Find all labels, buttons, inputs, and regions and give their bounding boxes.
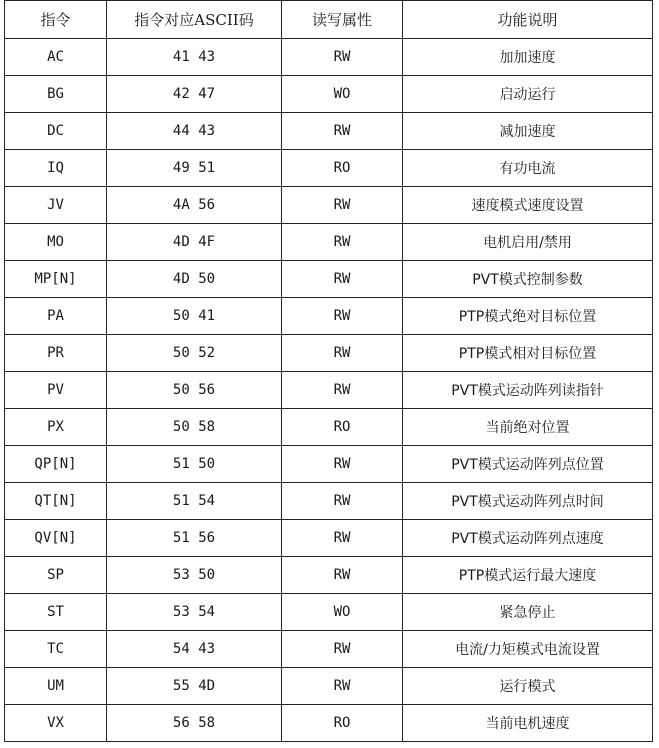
- ascii-cell: 49 51: [107, 150, 282, 187]
- command-cell: JV: [5, 187, 107, 224]
- ascii-cell: 42 47: [107, 76, 282, 113]
- ascii-cell: 55 4D: [107, 668, 282, 705]
- ascii-cell: 4A 56: [107, 187, 282, 224]
- command-cell: AC: [5, 39, 107, 76]
- description-cell: 电流/力矩模式电流设置: [403, 631, 653, 668]
- access-cell: RW: [282, 446, 403, 483]
- access-cell: RW: [282, 298, 403, 335]
- access-cell: WO: [282, 76, 403, 113]
- command-table: [4, 0, 653, 742]
- ascii-cell: 51 54: [107, 483, 282, 520]
- ascii-cell: 56 58: [107, 705, 282, 742]
- ascii-cell: 50 41: [107, 298, 282, 335]
- table-row: [5, 298, 653, 335]
- command-cell: QT[N]: [5, 483, 107, 520]
- table-row: [5, 224, 653, 261]
- access-cell: RW: [282, 520, 403, 557]
- command-cell: PR: [5, 335, 107, 372]
- table-row: [5, 187, 653, 224]
- ascii-cell: 53 50: [107, 557, 282, 594]
- description-cell: 当前绝对位置: [403, 409, 653, 446]
- description-cell: 减加速度: [403, 113, 653, 150]
- access-cell: WO: [282, 594, 403, 631]
- access-cell: RW: [282, 187, 403, 224]
- table-row: [5, 372, 653, 409]
- table-row: [5, 520, 653, 557]
- command-cell: UM: [5, 668, 107, 705]
- command-cell: SP: [5, 557, 107, 594]
- description-cell: PVT模式运动阵列读指针: [403, 372, 653, 409]
- ascii-cell: 53 54: [107, 594, 282, 631]
- ascii-cell: 4D 50: [107, 261, 282, 298]
- access-cell: RO: [282, 705, 403, 742]
- ascii-cell: 50 58: [107, 409, 282, 446]
- header-ascii: 指令对应ASCII码: [107, 1, 282, 39]
- description-cell: 加加速度: [403, 39, 653, 76]
- command-cell: PX: [5, 409, 107, 446]
- description-cell: PTP模式绝对目标位置: [403, 298, 653, 335]
- description-cell: PVT模式运动阵列点速度: [403, 520, 653, 557]
- table-row: [5, 150, 653, 187]
- table-row: [5, 557, 653, 594]
- table-row: [5, 261, 653, 298]
- access-cell: RW: [282, 261, 403, 298]
- command-cell: VX: [5, 705, 107, 742]
- command-cell: QV[N]: [5, 520, 107, 557]
- command-cell: QP[N]: [5, 446, 107, 483]
- access-cell: RW: [282, 668, 403, 705]
- command-cell: MO: [5, 224, 107, 261]
- ascii-cell: 50 56: [107, 372, 282, 409]
- ascii-cell: 51 56: [107, 520, 282, 557]
- ascii-cell: 4D 4F: [107, 224, 282, 261]
- description-cell: 电机启用/禁用: [403, 224, 653, 261]
- header-description: 功能说明: [403, 1, 653, 39]
- table-row: [5, 335, 653, 372]
- ascii-cell: 51 50: [107, 446, 282, 483]
- command-cell: PV: [5, 372, 107, 409]
- access-cell: RW: [282, 335, 403, 372]
- description-cell: 运行模式: [403, 668, 653, 705]
- table-body: [5, 39, 653, 742]
- ascii-cell: 54 43: [107, 631, 282, 668]
- access-cell: RW: [282, 113, 403, 150]
- command-cell: PA: [5, 298, 107, 335]
- access-cell: RW: [282, 631, 403, 668]
- access-cell: RW: [282, 39, 403, 76]
- access-cell: RO: [282, 409, 403, 446]
- command-cell: ST: [5, 594, 107, 631]
- table-row: [5, 76, 653, 113]
- access-cell: RW: [282, 372, 403, 409]
- header-row: [5, 1, 653, 39]
- access-cell: RO: [282, 150, 403, 187]
- table-row: [5, 705, 653, 742]
- description-cell: 紧急停止: [403, 594, 653, 631]
- description-cell: PVT模式运动阵列点时间: [403, 483, 653, 520]
- table-row: [5, 113, 653, 150]
- table-row: [5, 483, 653, 520]
- ascii-cell: 44 43: [107, 113, 282, 150]
- command-cell: DC: [5, 113, 107, 150]
- header-command: 指令: [5, 1, 107, 39]
- access-cell: RW: [282, 483, 403, 520]
- command-cell: TC: [5, 631, 107, 668]
- description-cell: PVT模式控制参数: [403, 261, 653, 298]
- access-cell: RW: [282, 557, 403, 594]
- table-row: [5, 39, 653, 76]
- table-row: [5, 409, 653, 446]
- table-row: [5, 446, 653, 483]
- description-cell: 有功电流: [403, 150, 653, 187]
- table-row: [5, 668, 653, 705]
- access-cell: RW: [282, 224, 403, 261]
- command-cell: IQ: [5, 150, 107, 187]
- table-row: [5, 631, 653, 668]
- ascii-cell: 50 52: [107, 335, 282, 372]
- description-cell: PTP模式相对目标位置: [403, 335, 653, 372]
- description-cell: PVT模式运动阵列点位置: [403, 446, 653, 483]
- ascii-cell: 41 43: [107, 39, 282, 76]
- table-row: [5, 594, 653, 631]
- command-cell: BG: [5, 76, 107, 113]
- description-cell: PTP模式运行最大速度: [403, 557, 653, 594]
- description-cell: 速度模式速度设置: [403, 187, 653, 224]
- description-cell: 当前电机速度: [403, 705, 653, 742]
- header-access: 读写属性: [282, 1, 403, 39]
- command-cell: MP[N]: [5, 261, 107, 298]
- description-cell: 启动运行: [403, 76, 653, 113]
